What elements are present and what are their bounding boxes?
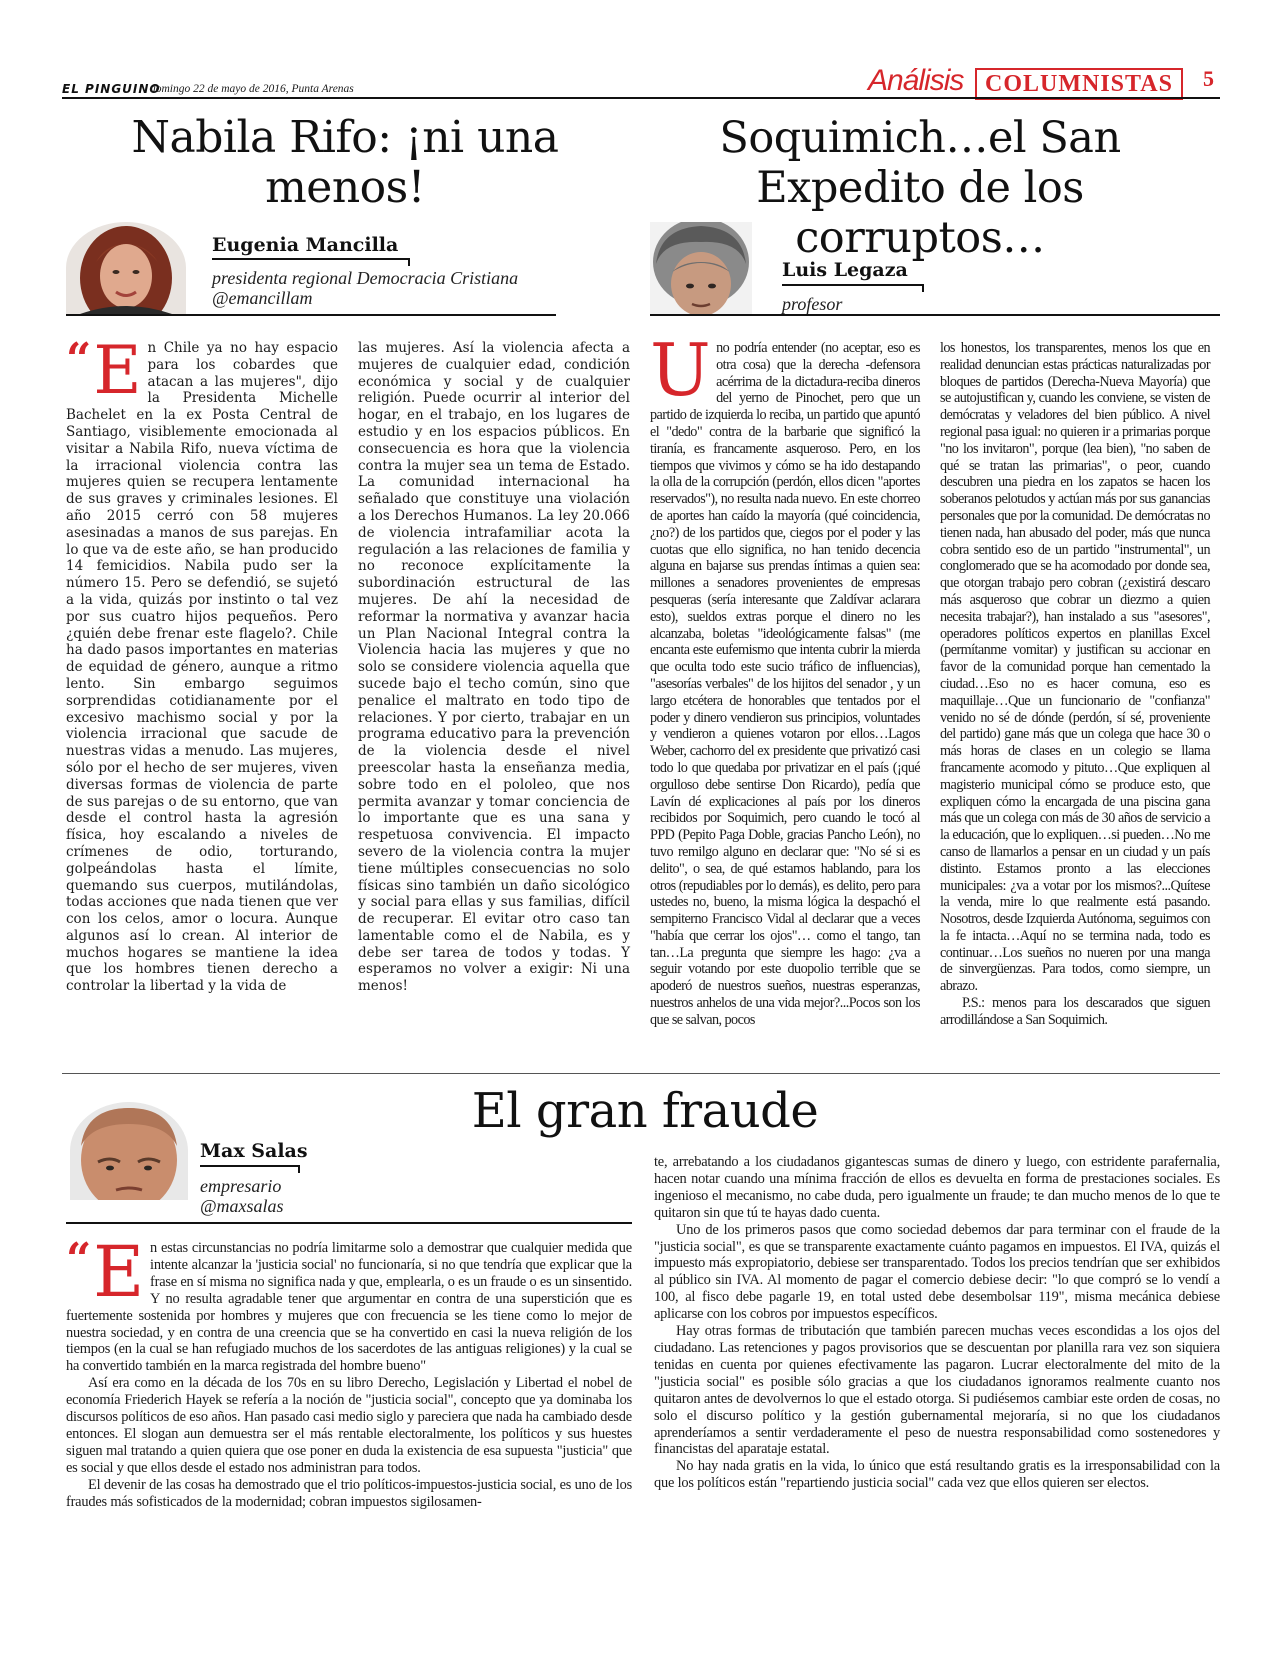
article1-author-name: Eugenia Mancilla [212, 234, 399, 256]
quote-mark-icon: “ [66, 334, 92, 385]
article3-paragraph: El devenir de las cosas ha demostrado que el trio políticos-impuestos-justicia social, es uno de los fraudes más sofisticados de la modernidad; cobran impuestos sigilosamen- [66, 1476, 632, 1510]
article3-author-rule-tick [298, 1165, 300, 1173]
article3-paragraph: Así era como en la década de los 70s en su libro Derecho, Legislación y Libertad el nobel de economía Friederich Hayek se refería a la noción de "justicia social", concepto que ya dominaba los discursos políticos de eso años. Han pasado casi medio siglo y pareciera que nada ha cambiado desde entonces. El slogan aun demuestra ser el más rentable electoralmente, los políticos y sus huestes siguen mal tratando a quien quiera que ose poner en duda la existencia de esa supuesta "justicia" que es social y que ellos desde el estado nos administran para todos. [66, 1375, 632, 1476]
article1-paragraph: las mujeres. Así la violencia afecta a mujeres de cualquier edad, condición económica y social y de cualquier religión. Puede ocurrir al interior del hogar, en el trabajo, en los lugares de estudio y en los espacios públicos. En consecuencia es hora que la violencia contra la mujer sea un tema de Estado. La comunidad internacional ha señalado que constituye una violación a los Derechos Humanos. La ley 20.066 de violencia intrafamiliar acota la regulación a las relaciones de familia y no reconoce explícitamente la subordinación estructural de las mujeres. De ahí la necesidad de reformar la normativa y avanzar hacia un Plan Nacional Integral contra la Violencia hacia las mujeres y que no solo se considere violencia aquella que sucede bajo el techo común, sino que penalice el maltrato en todo tipo de relaciones. Y por cierto, trabajar en un programa educativo para la prevención de la violencia desde el nivel preescolar hasta la enseñanza media, sobre todo en el pololeo, que nos permita avanzar y tomar conciencia de lo importante que es una sana y respetuosa convivencia. El impacto severo de la violencia contra la mujer tiene múltiples consecuencias no solo físicas sino también un daño sicológico y social para ellas y sus familias, difícil de recuperar. El evitar otro caso tan lamentable como el de Nabila, es y debe ser tarea de todos y todas. Y esperamos no volver a exigir: Ni una menos! [358, 340, 630, 995]
article2-paragraph: no podría entender (no aceptar, eso es otra cosa) que la derecha -defensora acérrima de la dictadura-reciba dineros del yerno de Pinochet, pero que un partido de izquierda lo reciba, un partido que apuntó el "dedo" contra de la barbarie que significó la tiranía, es francamente asqueroso. Pero, en los tiempos que vivimos y cómo se ha ido destapando la olla de la corrupción (perdón, ellos dicen "aportes reservados"), no resulta nada nuevo. En este chorreo de aportes han caído la mayoría (qué coincidencia, ¿no?) de los partidos que, ciegos por el poder y las cuotas que ello significa, no han tenido decencia alguna en bajarse sus prendas íntimas a quien sea: millones a senadores provenientes de empresas pesqueras (sería interesante que Zaldívar aclarara esto), sueldos extras porque el dinero no les alcanzaba, boletas "ideológicamente falsas" (me encanta este eufemismo que intenta cubrir la mierda que oculta todo este sucio tráfico de influencias), "asesorías verbales" de los hijitos del senador , y un largo etcétera de honorables que tentados por el poder y dinero vendieron sus principios, voluntades y vendieron a quienes votaron por ellos…Lagos Weber, cachorro del ex presidente que privatizó casi todo lo que quedaba por privatizar en el país (¡qué orgulloso debe sentirse Don Ricardo), pedía que Lavín dé explicaciones al país por los dineros recibidos por Soquimich, pero cuando le tocó al PPD (Pepito Paga Doble, gracias Pancho León), no tuvo remilgo alguno en declarar que: "No sé si es delito", o sea, de qué estamos hablando, para los otros (repudiables por lo demás), es delito, pero para ustedes no, bueno, la misma lógica la despachó el sempiterno Francisco Vidal al declarar que a veces "había que cerrar los ojos"… como el tango, tan tan…La pregunta que siempre les hago: ¿va a seguir votando por este duopolio terrible que se apoderó de nuestros sueños, nuestras esperanzas, nuestros anhelos de una vida mejor?...Pocos son los que se salvan, pocos [650, 340, 920, 1028]
article2-paragraph: los honestos, los transparentes, menos los que en realidad denuncian estas prácticas naturalizadas por bloques de partidos (Derecha-Nueva Mayoría) que se autojustifican y, cuando les conviene, se visten de demócratas y veladores del bien público. A nivel regional pasa igual: no quieren ir a primarias porque "no los invitaron", porque (lea bien), "no saben de qué se tratan las primarias", o peor, cuando descubren una piedra en los zapatos se hacen los soberanos pelotudos y actúan más por sus ganancias personales que por la comunidad. De demócratas no tienen nada, han abusado del poder, más que nunca cobra sentido eso de un partido "instrumental", un conglomerado que se ha acomodado por donde sea, que otorgan trabajo pero cobran (¿existirá descaro más asqueroso que cobrar un diezmo a quien necesita trabajar?), han instalado a sus "asesores", operadores políticos expertos en planillas Excel (permítanme vomitar) y justifican su accionar en favor de la comunidad porque han cementado la ciudad…Eso no es hacer comuna, eso es maquillaje…Que un funcionario de "confianza" venido no sé de dónde (perdón, sí sé, proveniente del partido) gane más que un colega que hace 30 o más horas de clases en un colegio se llama francamente acomodo y pituto…Que expliquen al magisterio municipal cómo se produce esto, que expliquen cómo la encargada de una piscina gana más que un colega con más de 30 años de servicio a la educación, que lo expliquen…si pueden…No me canso de llamarlos a pensar en un ciudad y un país distinto. Estamos pronto a las elecciones municipales: ¿va a votar por los mismos?...Quítese la venda, mire lo que realmente está pasando. Nosotros, desde Izquierda Autónoma, seguimos con la fe intacta…Aquí no se termina nada, todo es continuar…Los sueños no nueren por una manga de sinvergüenzas. Para todos, como siempre, un abrazo. [940, 340, 1210, 995]
article3-author-name: Max Salas [200, 1140, 308, 1162]
author-photo-man-bald-icon [70, 1102, 188, 1200]
article2-column-2 [940, 340, 1210, 1029]
article3-column-2 [654, 1154, 1220, 1492]
article1-author-handle: @emancillam [212, 288, 313, 308]
section-label-columnistas: COLUMNISTAS [975, 68, 1183, 100]
article3-column-1 [66, 1231, 632, 1511]
article2-author-name: Luis Legaza [782, 259, 908, 281]
article2-author-rule [782, 284, 924, 286]
article3-byline-rule [66, 1222, 632, 1224]
article3-paragraph: Uno de los primeros pasos que como sociedad debemos dar para terminar con el fraude de la "justicia social", es que se transparente exactamente cuánto pagamos en impuestos. El IVA, quizás el impuesto más expropiatorio, debiese ser transparentado. Todos los precios tendrían que ser exhibidos al público sin IVA. Al momento de pagar el comercio debiese decir: "lo que compró se lo vendí a 100, al fisco debe pagarle 19, en total usted debe desembolsar 119", misma mecánica debiese aplicarse con los cobros por impuestos específicos. [654, 1221, 1220, 1323]
article1-author-rule [212, 258, 410, 260]
article1-author-role: presidenta regional Democracia Cristiana [212, 268, 519, 288]
article2-byline-rule [650, 314, 1220, 316]
article3-paragraph: te, arrebatando a los ciudadanos gigantescas sumas de dinero y luego, con estridente parafernalia, hacen notar cuando una mínima fracción de ellos es devuelta en forma de prestaciones sociales. Es ingenioso el mecanismo, no cabe duda, pero igualmente un fraude; te dan mucho menos de lo que te quitaron sin que tú te hayas dado cuenta. [654, 1154, 1220, 1221]
article1-byline-rule [66, 314, 556, 316]
quote-mark-icon: “ [66, 1234, 92, 1285]
article2-postscript: P.S.: menos para los descarados que siguen arrodillándose a San Soquimich. [940, 995, 1210, 1028]
header-rule [62, 97, 1220, 99]
article1-column-1 [66, 332, 338, 995]
article1-dropcap: E [93, 332, 142, 409]
article3-paragraph: No hay nada gratis en la vida, lo único que está resultando gratis es la irresponsabilidad con la que los políticos están "repartiendo justicia social" cada vez que ellos quieren ser electos. [654, 1458, 1220, 1492]
article2-column-1 [650, 328, 920, 1029]
issue-date: domingo 22 de mayo de 2016, Punta Arenas [150, 83, 354, 95]
article2-headline: Soquimich…el San Expedito de los corruptos… [719, 113, 1121, 263]
article2-dropcap: U [650, 328, 711, 412]
author-photo-man-gray-hair-icon [650, 222, 752, 314]
article1-headline: Nabila Rifo: ¡ni una menos! [131, 112, 559, 213]
author-photo-woman-icon [66, 222, 186, 314]
article3-author-role: empresario [200, 1176, 282, 1196]
article1-paragraph: n Chile ya no hay espacio para los cobardes que atacan a las mujeres", dijo la Presidenta Michelle Bachelet en la ex Posta Central de Santiago, visiblemente emocionada al visitar a Nabila Rifo, nueva víctima de la irracional violencia contra las mujeres quien se recupera lentamente de sus graves y criminales lesiones. El año 2015 cerró con 58 mujeres asesinadas a manos de sus parejas. En lo que va de este año, se han producido 14 femicidios. Nabila pudo ser la número 15. Pero se defendió, se sujetó a la vida, quizás por instinto o tal vez por sus cuatro hijos pequeños. Pero ¿quién debe frenar este flagelo?. Chile ha dado pasos importantes en materias de equidad de género, aunque a ritmo lento. Sin embargo seguimos sorprendidas cotidianamente por el excesivo machismo social y por la violencia irracional que sacude de nuestras vidas a menudo. Las mujeres, sólo por el hecho de ser mujeres, viven diversas formas de violencia de parte de sus parejas o de su entorno, que van desde el control hasta la agresión física, hoy escalando a niveles de crímenes de odio, torturando, golpeándolas hasta el límite, quemando sus cuerpos, mutilándolas, todas acciones que nada tienen que ver con los celos, amor o locura. Aunque algunos así lo crean. Al interior de muchos hogares se mantiene la idea que los hombres tienen derecho a controlar la libertad y la vida de [66, 340, 338, 995]
article2-author-role: profesor [782, 294, 843, 314]
article3-paragraph: Hay otras formas de tributación que también parecen muchas veces escondidas a los ojos del ciudadano. Las retenciones y pagos provisorios que se descuentan por planilla rara vez son siquiera tenidas en cuenta por quienes efectivamente las pagaron. Lucrar electoralmente del mito de la "justicia social" es posible sólo gracias a que los ciudadanos ignoramos realmente cuanto nos quitaron antes de devolvernos lo que el estado otorga. Si pudiésemos cambiar este orden de cosas, no solo el discurso político y la gestión gubernamental mejoraría, si no que los ciudadanos aprenderíamos a sentir verdaderamente el peso de nuestra responsabilidad como sostenedores y financistas del aparataje estatal. [654, 1323, 1220, 1458]
article1-author-rule-tick [408, 258, 410, 266]
article2-author-rule-tick [922, 284, 924, 292]
masthead-logo: EL PINGUINO [62, 82, 161, 96]
article1-column-2 [358, 340, 630, 995]
page-number: 5 [1203, 66, 1214, 91]
article3-author-handle: @maxsalas [200, 1196, 284, 1216]
article3-paragraph: n estas circunstancias no podría limitarme solo a demostrar que cualquier medida que intente alcanzar la 'justicia social' no funcionaría, si no que tendría que explicar que la frase en sí misma no significa nada y que, emplearla, o es un fraude o es un sinsentido. Y no resulta agradable tener que argumentar en contra de una superstición que es fuertemente sostenida por hombres y mujeres que con frecuencia se les tiene como lo mejor de nuestra sociedad, y en contra de una creencia que se ha convertido en casi la nueva religión de los tiempos (en la cual se han refugiado muchos de los sacerdotes de las antiguas religiones) y la cual se ha convertido también en la marca registrada del hombre bueno" [66, 1240, 632, 1375]
section-divider [62, 1073, 1220, 1074]
article3-author-rule [200, 1165, 300, 1167]
article3-headline: El gran fraude [471, 1083, 819, 1139]
section-label-analisis: Análisis [868, 64, 964, 97]
article3-dropcap: E [93, 1231, 145, 1313]
